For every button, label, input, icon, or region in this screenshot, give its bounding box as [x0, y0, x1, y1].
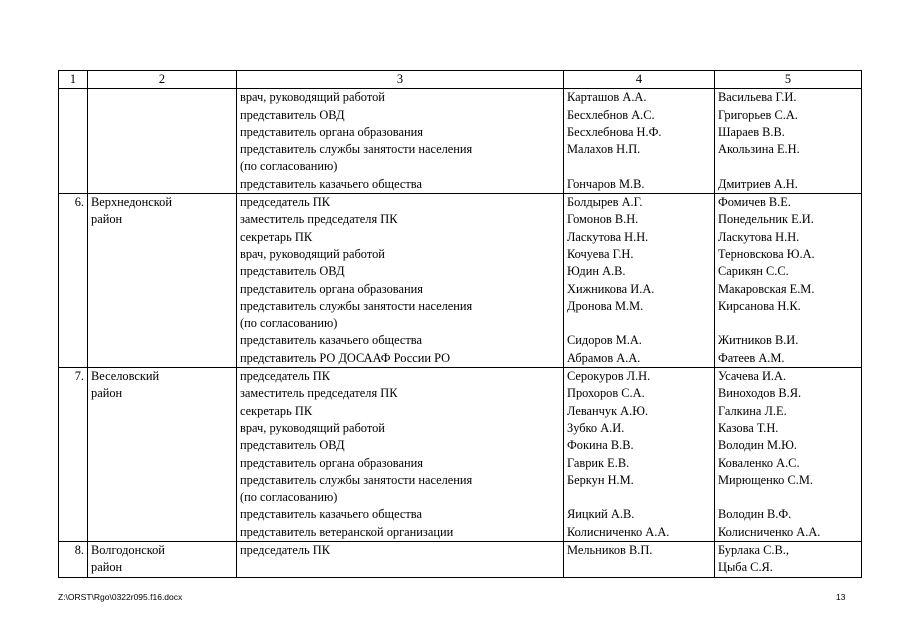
role-line: представитель казачьего общества: [240, 507, 422, 522]
role-line: врач, руководящий работой: [240, 246, 385, 261]
district-line: район: [91, 560, 123, 575]
member-name: [567, 559, 711, 576]
reserve-name: Казова Т.Н.: [718, 420, 779, 435]
member-name: Колисниченко А.А.: [567, 524, 670, 539]
role-line: представитель органа образования: [240, 281, 423, 296]
role-line: (по согласованию): [240, 159, 338, 174]
role-line: представитель РО ДОСААФ России РО: [240, 350, 451, 365]
role-cell: [237, 542, 564, 578]
district-line: Волгодонской: [91, 543, 165, 558]
member-name: Сидоров М.А.: [567, 333, 642, 348]
district-line: район: [91, 386, 123, 401]
member-name: Гончаров М.В.: [567, 176, 645, 191]
member-name: Гомонов В.Н.: [567, 212, 639, 227]
reserve-name: Макаровская Е.М.: [718, 281, 815, 296]
member-name: Мельников В.П.: [567, 543, 653, 558]
role-line: секретарь ПК: [240, 403, 313, 418]
reserve-name: Галкина Л.Е.: [718, 403, 787, 418]
reserve-name: Коваленко А.С.: [718, 455, 800, 470]
member-name: Бесхлебнов А.С.: [567, 107, 655, 122]
role-line: (по согласованию): [240, 490, 338, 505]
member-name: Малахов Н.П.: [567, 142, 641, 157]
member-name: Болдырев А.Г.: [567, 195, 643, 210]
reserve-cell: [715, 542, 862, 578]
reserve-name: Виноходов В.Я.: [718, 386, 802, 401]
member-cell: [564, 542, 715, 578]
reserve-name: Колисниченко А.А.: [718, 524, 821, 539]
member-cell: [564, 89, 715, 194]
reserve-cell: [715, 194, 862, 368]
member-name: Карташов А.А.: [567, 90, 647, 105]
row-number: 7.: [59, 368, 88, 542]
member-name: Зубко А.И.: [567, 420, 625, 435]
reserve-name: Цыба С.Я.: [718, 560, 773, 575]
member-name: Прохоров С.А.: [567, 386, 645, 401]
header-col-2: 2: [88, 71, 237, 89]
role-line: представитель ОВД: [240, 264, 345, 279]
member-name: Беркун Н.М.: [567, 472, 634, 487]
table-row: [59, 194, 862, 368]
reserve-name: Терновскова Ю.А.: [718, 246, 815, 261]
reserve-name: Сарикян С.С.: [718, 264, 789, 279]
role-cell: [237, 194, 564, 368]
member-name: Гаврик Е.В.: [567, 455, 630, 470]
member-name: Абрамов А.А.: [567, 350, 641, 365]
table-header-row: [59, 71, 862, 89]
reserve-name: Усачева И.А.: [718, 369, 787, 384]
district-cell: [88, 368, 237, 542]
reserve-name: Фомичев В.Е.: [718, 195, 791, 210]
reserve-name: Мирющенко С.М.: [718, 472, 813, 487]
reserve-name: Васильева Г.И.: [718, 90, 797, 105]
district-cell: [88, 194, 237, 368]
role-line: представитель службы занятости населения: [240, 298, 473, 313]
member-name: [567, 489, 711, 506]
reserve-name: Фатеев А.М.: [718, 350, 785, 365]
role-line: представитель казачьего общества: [240, 333, 422, 348]
reserve-name: Шараев В.В.: [718, 124, 785, 139]
district-cell: [88, 542, 237, 578]
member-name: Кочуева Г.Н.: [567, 246, 634, 261]
role-line: [240, 559, 560, 576]
role-line: председатель ПК: [240, 543, 330, 558]
reserve-name: Володин М.Ю.: [718, 438, 797, 453]
reserve-name: [718, 315, 858, 332]
member-name: Ласкутова Н.Н.: [567, 229, 649, 244]
reserve-name: [718, 158, 858, 175]
reserve-name: Акользина Е.Н.: [718, 142, 800, 157]
reserve-name: [718, 489, 858, 506]
reserve-name: Житников В.И.: [718, 333, 799, 348]
member-name: Юдин А.В.: [567, 264, 626, 279]
footer-file-path: Z:\ORST\Rgo\0322r095.f16.docx: [58, 592, 183, 602]
header-col-1: 1: [59, 71, 88, 89]
role-line: врач, руководящий работой: [240, 420, 385, 435]
header-col-3: 3: [237, 71, 564, 89]
table-row: [59, 368, 862, 542]
role-line: представитель казачьего общества: [240, 176, 422, 191]
reserve-name: Понедельник Е.И.: [718, 212, 814, 227]
role-line: секретарь ПК: [240, 229, 313, 244]
reserve-name: Володин В.Ф.: [718, 507, 792, 522]
member-cell: [564, 194, 715, 368]
member-name: Яицкий А.В.: [567, 507, 635, 522]
reserve-name: Кирсанова Н.К.: [718, 298, 801, 313]
role-line: врач, руководящий работой: [240, 90, 385, 105]
footer-page-number: 13: [836, 592, 846, 602]
district-cell: [88, 89, 237, 194]
role-line: представитель ветеранской организации: [240, 524, 454, 539]
role-line: представитель ОВД: [240, 107, 345, 122]
district-line: Верхнедонской: [91, 195, 172, 210]
member-name: Хижникова И.А.: [567, 281, 655, 296]
role-line: представитель ОВД: [240, 438, 345, 453]
role-line: представитель органа образования: [240, 124, 423, 139]
member-name: [567, 158, 711, 175]
member-name: Дронова М.М.: [567, 298, 644, 313]
district-line: район: [91, 212, 123, 227]
district-line: Веселовский: [91, 369, 160, 384]
reserve-name: Дмитриев А.Н.: [718, 176, 798, 191]
table-row: [59, 542, 862, 578]
reserve-name: Бурлака С.В.,: [718, 543, 789, 558]
role-line: заместитель председателя ПК: [240, 212, 398, 227]
role-line: представитель службы занятости населения: [240, 142, 473, 157]
member-cell: [564, 368, 715, 542]
reserve-cell: [715, 89, 862, 194]
row-number: 8.: [59, 542, 88, 578]
role-line: представитель службы занятости населения: [240, 472, 473, 487]
role-line: председатель ПК: [240, 369, 330, 384]
role-cell: [237, 89, 564, 194]
header-col-4: 4: [564, 71, 715, 89]
row-number: 6.: [59, 194, 88, 368]
row-number: [59, 89, 88, 194]
header-col-5: 5: [715, 71, 862, 89]
role-line: представитель органа образования: [240, 455, 423, 470]
role-line: председатель ПК: [240, 195, 330, 210]
member-name: Бесхлебнова Н.Ф.: [567, 124, 662, 139]
member-name: Серокуров Л.Н.: [567, 369, 651, 384]
reserve-name: Ласкутова Н.Н.: [718, 229, 800, 244]
member-name: Фокина В.В.: [567, 438, 634, 453]
commission-table: [58, 70, 862, 578]
reserve-name: Григорьев С.А.: [718, 107, 798, 122]
reserve-cell: [715, 368, 862, 542]
role-line: (по согласованию): [240, 316, 338, 331]
role-line: заместитель председателя ПК: [240, 386, 398, 401]
member-name: [567, 315, 711, 332]
table-row: [59, 89, 862, 194]
role-cell: [237, 368, 564, 542]
member-name: Леванчук А.Ю.: [567, 403, 649, 418]
